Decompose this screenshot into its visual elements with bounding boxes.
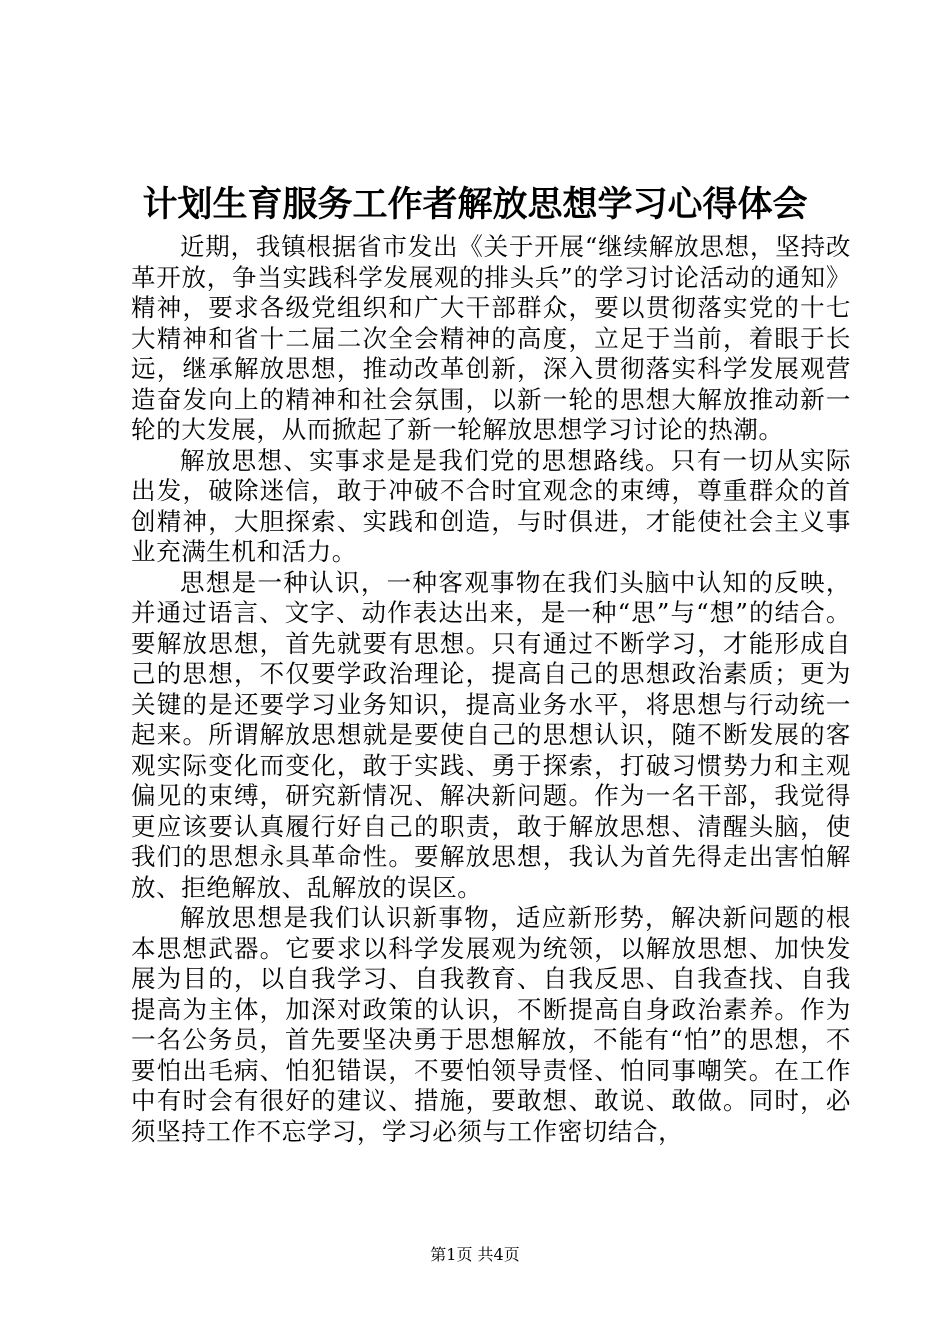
page-number: 第1页 共4页: [430, 1245, 520, 1264]
paragraph: 思想是一种认识，一种客观事物在我们头脑中认知的反映，并通过语言、文字、动作表达出来，是一种“思”与“想”的结合。要解放思想，首先就要有思想。只有通过不断学习，才能形成自己的思想，不仅要学政治理论，提高自己的思想政治素质；更为关键的是还要学习业务知识，提高业务水平，将思想与行动统一起来。所谓解放思想就是要使自己的思想认识，随不断发展的客观实际变化而变化，敢于实践、勇于探索，打破习惯势力和主观偏见的束缚，研究新情况、解决新问题。作为一名干部，我觉得更应该要认真履行好自己的职责，敢于解放思想、清醒头脑，使我们的思想永具革命性。要解放思想，我认为首先得走出害怕解放、拒绝解放、乱解放的误区。: [131, 567, 851, 902]
paragraph: 解放思想、实事求是是我们党的思想路线。只有一切从实际出发，破除迷信，敢于冲破不合时宜观念的束缚，尊重群众的首创精神，大胆探索、实践和创造，与时俱进，才能使社会主义事业充满生机和活力。: [131, 445, 851, 566]
document-title: 计划生育服务工作者解放思想学习心得体会: [142, 184, 808, 225]
paragraph: 近期，我镇根据省市发出《关于开展“继续解放思想，坚持改革开放，争当实践科学发展观的排头兵”的学习讨论活动的通知》精神，要求各级党组织和广大干部群众，要以贯彻落实党的十七大精神和省十二届二次全会精神的高度，立足于当前，着眼于长远，继承解放思想，推动改革创新，深入贯彻落实科学发展观营造奋发向上的精神和社会氛围，以新一轮的思想大解放推动新一轮的大发展，从而掀起了新一轮解放思想学习讨论的热潮。: [131, 232, 851, 444]
document-body: [131, 232, 851, 1147]
paragraph: 解放思想是我们认识新事物，适应新形势，解决新问题的根本思想武器。它要求以科学发展观为统领，以解放思想、加快发展为目的，以自我学习、自我教育、自我反思、自我查找、自我提高为主体，加深对政策的认识，不断提高自身政治素养。作为一名公务员，首先要坚决勇于思想解放，不能有“怕”的思想，不要怕出毛病、怕犯错误，不要怕领导责怪、怕同事嘲笑。在工作中有时会有很好的建议、措施，要敢想、敢说、敢做。同时，必须坚持工作不忘学习，学习必须与工作密切结合，: [131, 903, 851, 1146]
